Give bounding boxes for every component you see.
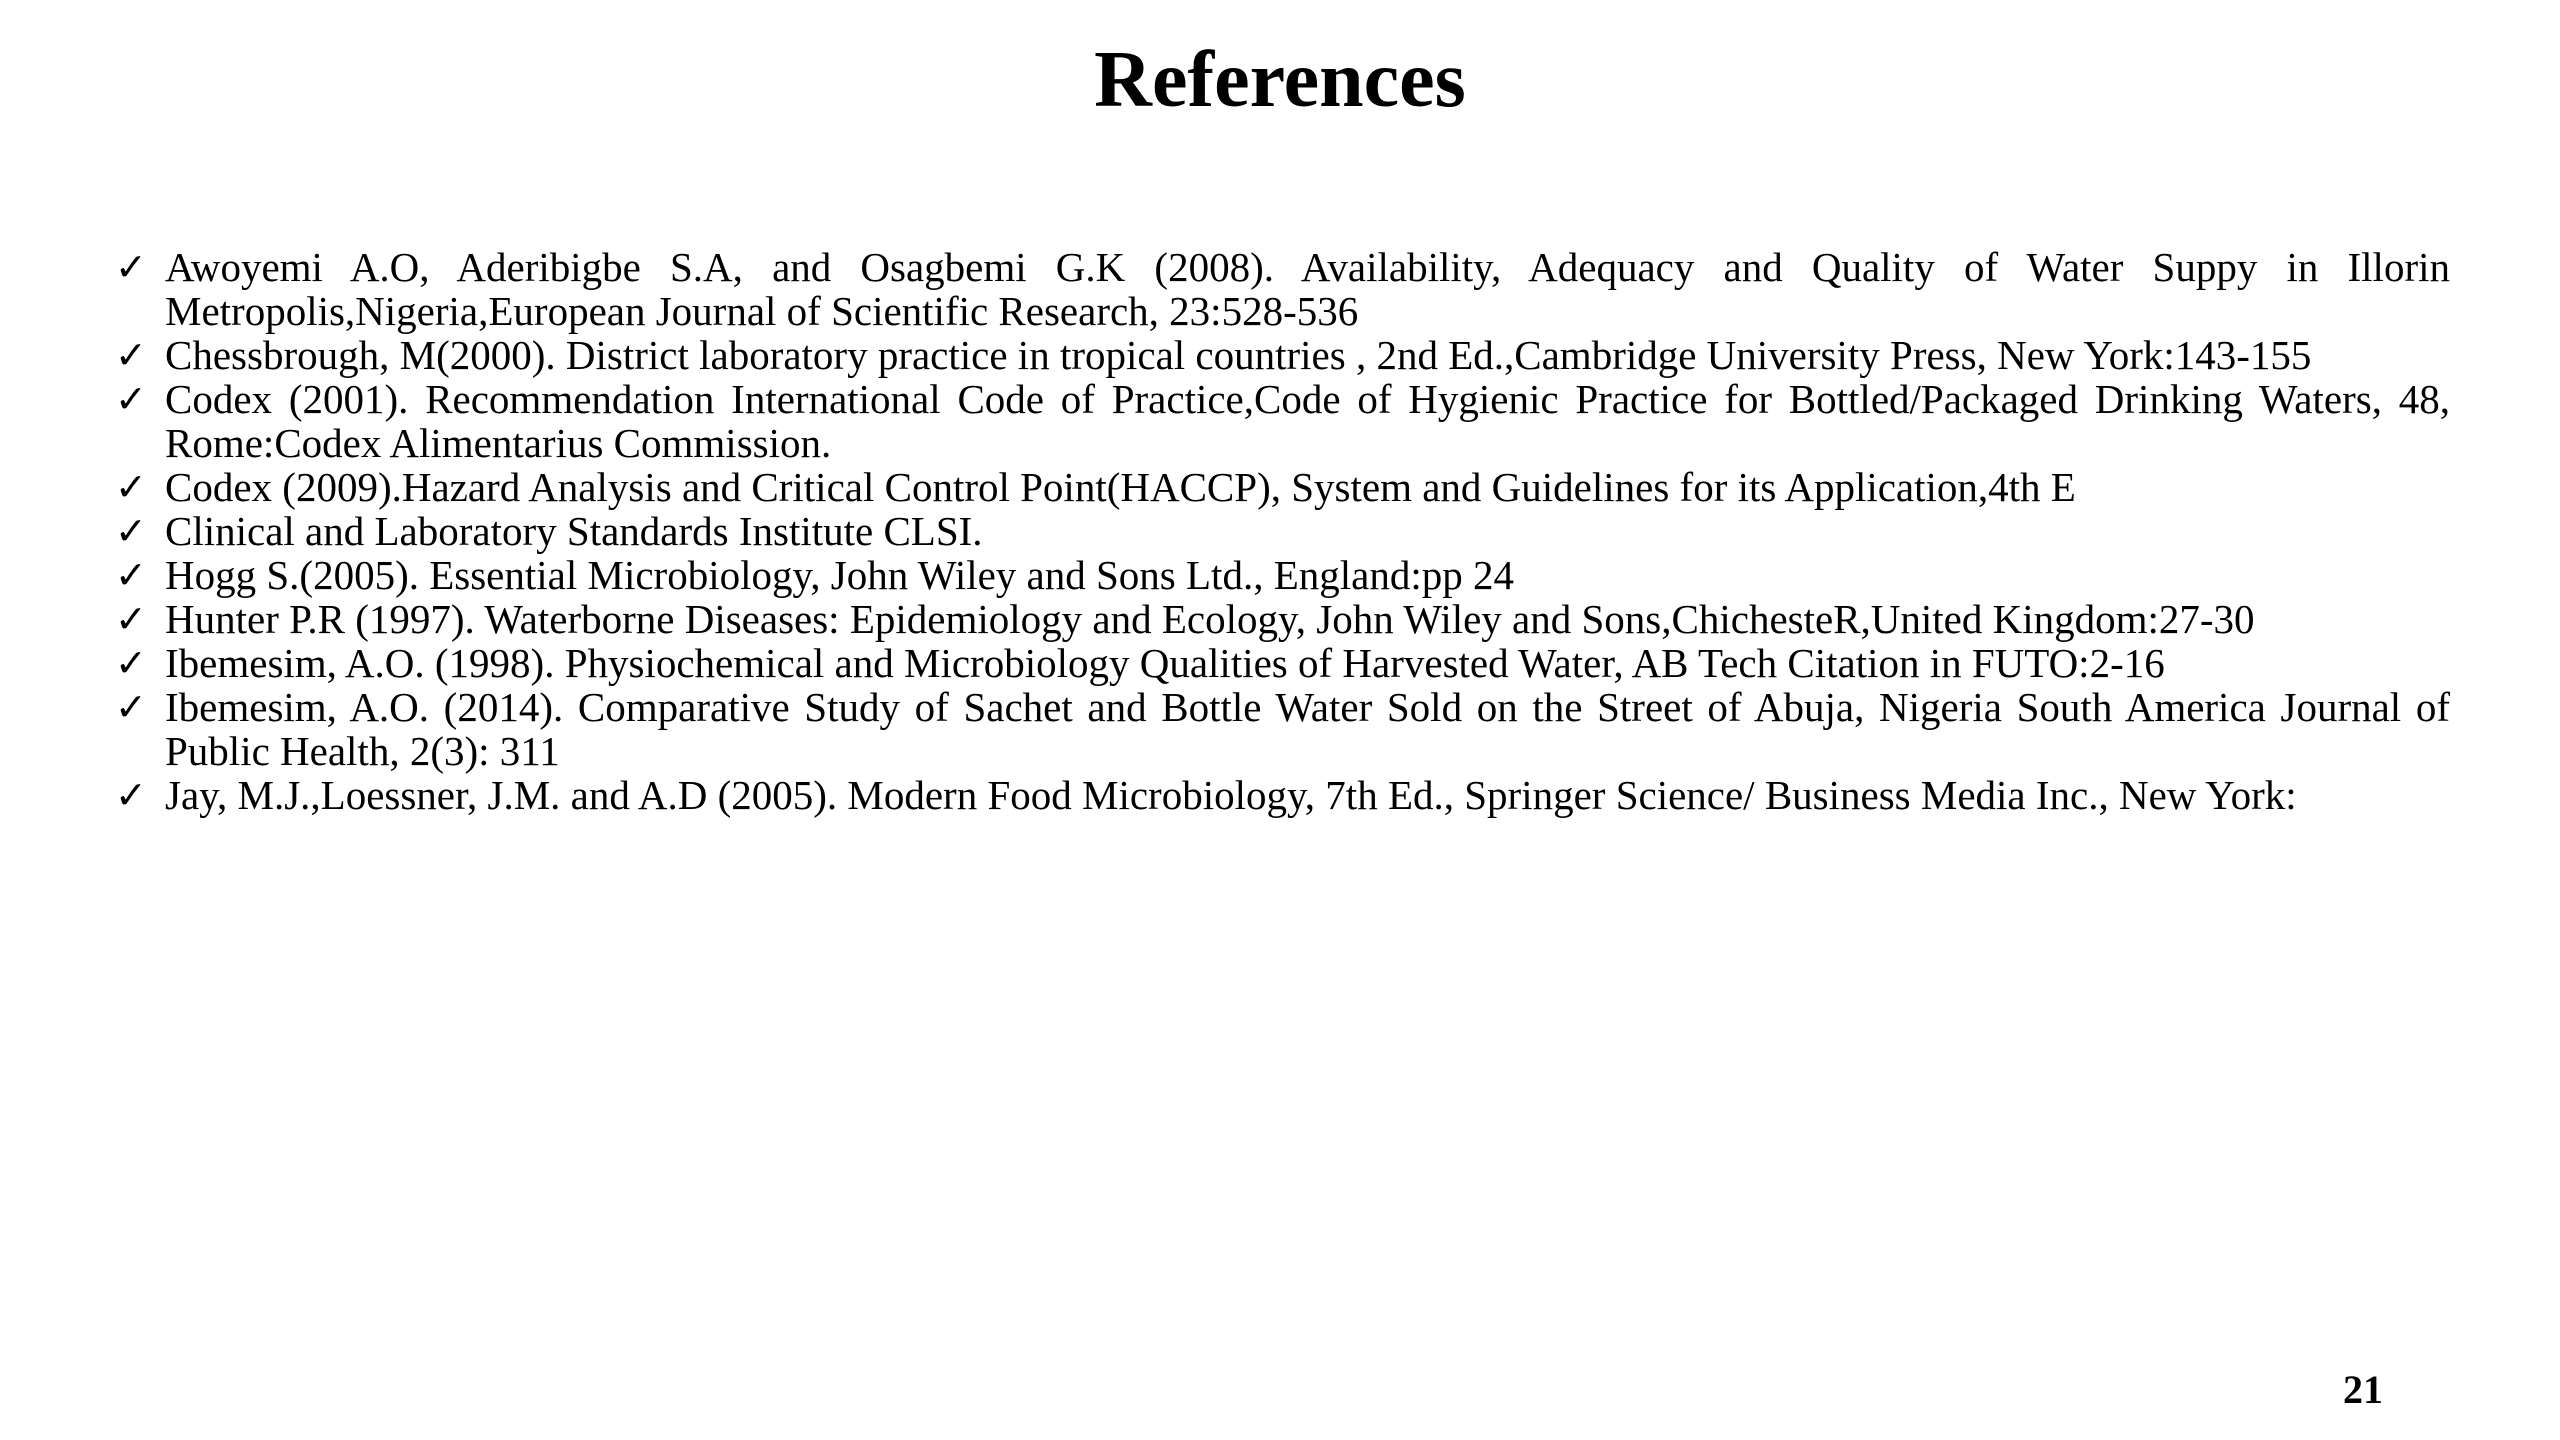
checkmark-icon: ✓ [115,641,147,685]
reference-text: Hogg S.(2005). Essential Microbiology, John Wiley and Sons Ltd., England:pp 24 [165,552,1514,598]
reference-text: Codex (2001). Recommendation International Code of Practice,Code of Hygienic Practice for Bottled/Packaged Drinking Waters, 48, Rome:Codex Alimentarius Commission. [165,376,2450,466]
reference-item [115,377,2450,465]
reference-text: Ibemesim, A.O. (1998). Physiochemical and Microbiology Qualities of Harvested Water, AB Tech Citation in FUTO:2-16 [165,640,2165,686]
reference-item [115,509,2450,553]
checkmark-icon: ✓ [115,553,147,597]
page-number: 21 [2343,1367,2383,1412]
reference-text: Awoyemi A.O, Aderibigbe S.A, and Osagbemi G.K (2008). Availability, Adequacy and Quality of Water Suppy in Illorin Metropolis,Nigeria,European Journal of Scientific Research, 23:528-536 [165,244,2450,334]
checkmark-icon: ✓ [115,377,147,421]
reference-item [115,245,2450,333]
reference-text: Hunter P.R (1997). Waterborne Diseases: Epidemiology and Ecology, John Wiley and Sons,ChichesteR,United Kingdom:27-30 [165,596,2255,642]
checkmark-icon: ✓ [115,245,147,289]
reference-text: Codex (2009).Hazard Analysis and Critical Control Point(HACCP), System and Guidelines for its Application,4th E [165,464,2076,510]
reference-item [115,333,2450,377]
reference-item [115,553,2450,597]
reference-text: Ibemesim, A.O. (2014). Comparative Study of Sachet and Bottle Water Sold on the Street of Abuja, Nigeria South America Journal of Public Health, 2(3): 311 [165,684,2450,774]
checkmark-icon: ✓ [115,773,147,817]
checkmark-icon: ✓ [115,685,147,729]
checkmark-icon: ✓ [115,597,147,641]
reference-text: Chessbrough, M(2000). District laboratory practice in tropical countries , 2nd Ed.,Cambridge University Press, New York:143-155 [165,332,2312,378]
reference-item [115,685,2450,773]
reference-item [115,641,2450,685]
reference-text: Jay, M.J.,Loessner, J.M. and A.D (2005). Modern Food Microbiology, 7th Ed., Springer Science/ Business Media Inc., New York: [165,772,2297,818]
reference-text: Clinical and Laboratory Standards Institute CLSI. [165,508,983,554]
references-list [115,245,2450,817]
slide-title: References [1094,36,1466,124]
reference-item [115,597,2450,641]
reference-item [115,773,2450,817]
checkmark-icon: ✓ [115,465,147,509]
reference-item [115,465,2450,509]
checkmark-icon: ✓ [115,333,147,377]
checkmark-icon: ✓ [115,509,147,553]
